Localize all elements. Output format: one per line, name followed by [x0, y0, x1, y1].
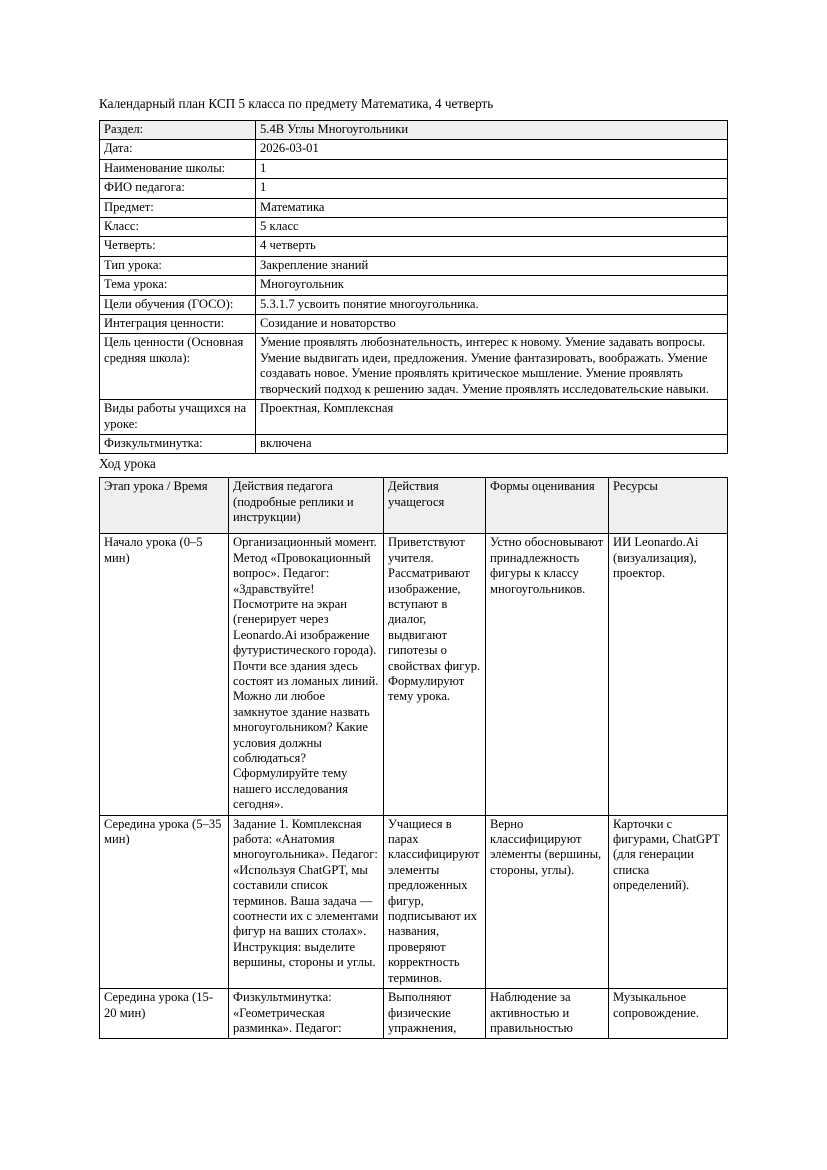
- info-value-cell: 5.3.1.7 усвоить понятие многоугольника.: [256, 295, 728, 314]
- info-value-cell: 4 четверть: [256, 237, 728, 256]
- flow-resources-cell: Музыкальное сопровождение.: [609, 989, 728, 1039]
- table-row: [100, 400, 728, 435]
- info-label-cell: Интеграция ценности:: [100, 315, 256, 334]
- info-label-cell: ФИО педагога:: [100, 179, 256, 198]
- info-value-cell: Математика: [256, 198, 728, 217]
- info-value-cell: Проектная, Комплексная: [256, 400, 728, 435]
- info-label-cell: Цель ценности (Основная средняя школа):: [100, 334, 256, 400]
- table-row: [100, 179, 728, 198]
- lesson-info-table-body: [100, 121, 728, 454]
- info-label-cell: Тема урока:: [100, 276, 256, 295]
- info-value-cell: 5 класс: [256, 218, 728, 237]
- flow-stage-cell: Середина урока (15-20 мин): [100, 989, 229, 1039]
- table-row: [100, 218, 728, 237]
- table-row: [100, 989, 728, 1039]
- table-row: [100, 121, 728, 140]
- flow-resources-cell: ИИ Leonardo.Ai (визуализация), проектор.: [609, 534, 728, 815]
- flow-teacher-actions-cell: Задание 1. Комплексная работа: «Анатомия многоугольника». Педагог: «Используя ChatGPT, мы составили список терминов. Ваша задача — соотнести их с элементами фигур на ваших столах». Инструкция: выделите вершины, стороны и углы.: [229, 815, 384, 988]
- flow-student-actions-cell: Выполняют физические упражнения,: [384, 989, 486, 1039]
- info-label-cell: Предмет:: [100, 198, 256, 217]
- lesson-flow-table: [99, 477, 728, 1039]
- page-title: Календарный план КСП 5 класса по предмету Математика, 4 четверть: [99, 96, 494, 111]
- table-row: [100, 237, 728, 256]
- flow-teacher-actions-cell: Физкультминутка: «Геометрическая разминка». Педагог:: [229, 989, 384, 1039]
- info-label-cell: Физкультминутка:: [100, 434, 256, 453]
- info-label-cell: Класс:: [100, 218, 256, 237]
- table-row: [100, 334, 728, 400]
- flow-assessment-cell: Наблюдение за активностью и правильностью: [486, 989, 609, 1039]
- info-value-cell: Созидание и новаторство: [256, 315, 728, 334]
- column-header-stage: Этап урока / Время: [100, 478, 229, 534]
- table-row: [100, 256, 728, 275]
- info-label-cell: Тип урока:: [100, 256, 256, 275]
- flow-assessment-cell: Устно обосновывают принадлежность фигуры к классу многоугольников.: [486, 534, 609, 815]
- info-label-cell: Дата:: [100, 140, 256, 159]
- column-header-assessment-forms: Формы оценивания: [486, 478, 609, 534]
- lesson-info-table: [99, 120, 728, 454]
- info-label-cell: Раздел:: [100, 121, 256, 140]
- info-label-cell: Виды работы учащихся на уроке:: [100, 400, 256, 435]
- table-row: [100, 815, 728, 988]
- table-row: [100, 434, 728, 453]
- flow-assessment-cell: Верно классифицируют элементы (вершины, стороны, углы).: [486, 815, 609, 988]
- table-row: [100, 159, 728, 178]
- info-value-cell: 2026-03-01: [256, 140, 728, 159]
- flow-teacher-actions-cell: Организационный момент. Метод «Провокационный вопрос». Педагог: «Здравствуйте! Посмотрите на экран (генерирует через Leonardo.Ai изображение футуристического города). Почти все здания здесь состоят из ломаных линий. Можно ли любое замкнутое здание назвать многоугольником? Какие условия должны соблюдаться? Сформулируйте тему нашего исследования сегодня».: [229, 534, 384, 815]
- table-row: [100, 198, 728, 217]
- column-header-teacher-actions: Действия педагога (подробные реплики и инструкции): [229, 478, 384, 534]
- table-row: [100, 315, 728, 334]
- table-row: [100, 295, 728, 314]
- flow-student-actions-cell: Учащиеся в парах классифицируют элементы предложенных фигур, подписывают их названия, проверяют корректность терминов.: [384, 815, 486, 988]
- section-caption-lesson-flow: Ход урока: [99, 456, 156, 472]
- flow-student-actions-cell: Приветствуют учителя. Рассматривают изображение, вступают в диалог, выдвигают гипотезы о свойствах фигур. Формулируют тему урока.: [384, 534, 486, 815]
- table-header-row: [100, 478, 728, 534]
- info-label-cell: Наименование школы:: [100, 159, 256, 178]
- info-value-cell: 1: [256, 159, 728, 178]
- column-header-resources: Ресурсы: [609, 478, 728, 534]
- info-label-cell: Четверть:: [100, 237, 256, 256]
- table-row: [100, 276, 728, 295]
- info-value-cell: 1: [256, 179, 728, 198]
- info-value-cell: Многоугольник: [256, 276, 728, 295]
- lesson-flow-table-head: [100, 478, 728, 534]
- info-label-cell: Цели обучения (ГОСО):: [100, 295, 256, 314]
- column-header-student-actions: Действия учащегося: [384, 478, 486, 534]
- table-row: [100, 534, 728, 815]
- info-value-cell: включена: [256, 434, 728, 453]
- info-value-cell: Закрепление знаний: [256, 256, 728, 275]
- flow-resources-cell: Карточки с фигурами, ChatGPT (для генерации списка определений).: [609, 815, 728, 988]
- info-value-cell: Умение проявлять любознательность, интерес к новому. Умение задавать вопросы. Умение выдвигать идеи, предложения. Умение фантазировать, воображать. Умение создавать новое. Умение проявлять критическое мышление. Умение проявлять творческий подход к решению задач. Умение проявлять исследовательские навыки.: [256, 334, 728, 400]
- flow-stage-cell: Начало урока (0–5 мин): [100, 534, 229, 815]
- lesson-flow-table-body: [100, 534, 728, 1039]
- info-value-cell: 5.4В Углы Многоугольники: [256, 121, 728, 140]
- flow-stage-cell: Середина урока (5–35 мин): [100, 815, 229, 988]
- table-row: [100, 140, 728, 159]
